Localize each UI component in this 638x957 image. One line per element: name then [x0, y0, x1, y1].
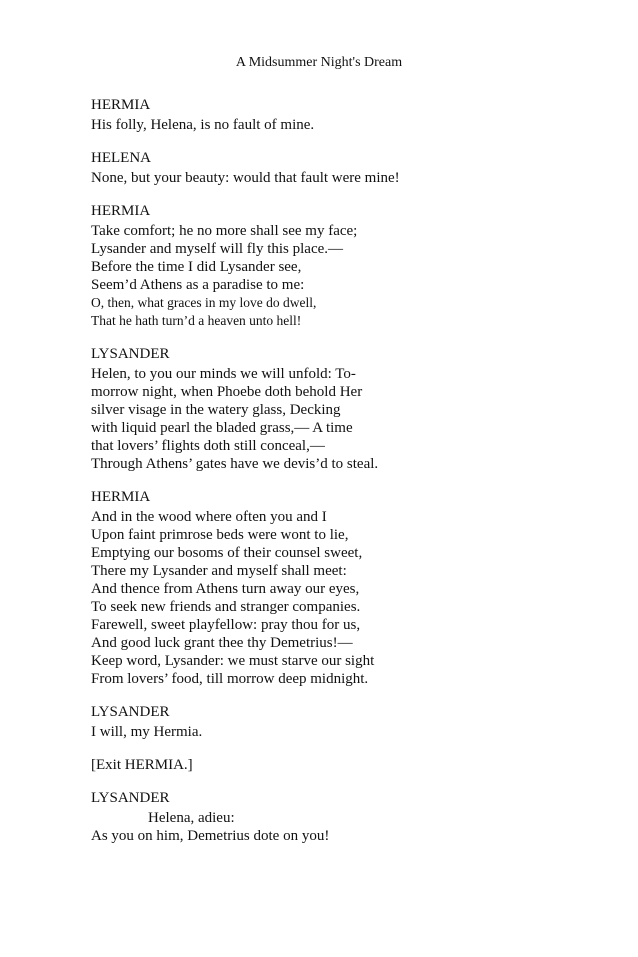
speech-line: His folly, Helena, is no fault of mine. — [91, 117, 315, 133]
speaker-name: LYSANDER — [91, 790, 170, 806]
speech-line: Farewell, sweet playfellow: pray thou for us, — [91, 617, 361, 633]
speech-block — [91, 202, 611, 330]
speaker-name: HELENA — [91, 150, 151, 166]
script-body — [91, 96, 611, 860]
speech-line: I will, my Hermia. — [91, 724, 203, 740]
speech-line: Before the time I did Lysander see, — [91, 259, 302, 275]
speech-line: with liquid pearl the bladed grass,— A time — [91, 420, 353, 436]
speech-block — [91, 96, 611, 134]
speech-line: And thence from Athens turn away our eyes, — [91, 581, 360, 597]
speaker-name: LYSANDER — [91, 346, 170, 362]
speaker-name: HERMIA — [91, 97, 151, 113]
speech-block — [91, 789, 611, 845]
speech-line: that lovers’ flights doth still conceal,— — [91, 438, 325, 454]
speech-line: morrow night, when Phoebe doth behold Her — [91, 384, 363, 400]
speech-line: Helena, adieu: — [148, 810, 235, 826]
speech-line: Seem’d Athens as a paradise to me: — [91, 277, 305, 293]
speaker-name: LYSANDER — [91, 704, 170, 720]
stage-direction — [91, 756, 611, 774]
speech-line: Upon faint primrose beds were wont to lie, — [91, 527, 349, 543]
speech-line: Helen, to you our minds we will unfold: To- — [91, 366, 356, 382]
stage-direction-text: [Exit HERMIA.] — [91, 757, 193, 773]
speaker-name: HERMIA — [91, 489, 151, 505]
speech-block — [91, 149, 611, 187]
page-title: A Midsummer Night's Dream — [235, 55, 403, 70]
speech-block — [91, 703, 611, 741]
speech-line: As you on him, Demetrius dote on you! — [91, 828, 330, 844]
speech-line: Keep word, Lysander: we must starve our sight — [91, 653, 375, 669]
speaker-name: HERMIA — [91, 203, 151, 219]
speech-line: And good luck grant thee thy Demetrius!— — [91, 635, 353, 651]
speech-line: None, but your beauty: would that fault were mine! — [91, 170, 400, 186]
speech-line: To seek new friends and stranger companies. — [91, 599, 361, 615]
speech-line: That he hath turn’d a heaven unto hell! — [91, 313, 302, 328]
speech-line: O, then, what graces in my love do dwell, — [91, 295, 317, 310]
speech-line: Emptying our bosoms of their counsel sweet, — [91, 545, 363, 561]
speech-block — [91, 488, 611, 688]
speech-line: Take comfort; he no more shall see my face; — [91, 223, 358, 239]
speech-line: From lovers’ food, till morrow deep midnight. — [91, 671, 369, 687]
speech-line: Through Athens’ gates have we devis’d to steal. — [91, 456, 379, 472]
speech-block — [91, 345, 611, 473]
speech-line: Lysander and myself will fly this place.— — [91, 241, 344, 257]
speech-line: silver visage in the watery glass, Decking — [91, 402, 341, 418]
speech-line: There my Lysander and myself shall meet: — [91, 563, 347, 579]
speech-line: And in the wood where often you and I — [91, 509, 327, 525]
